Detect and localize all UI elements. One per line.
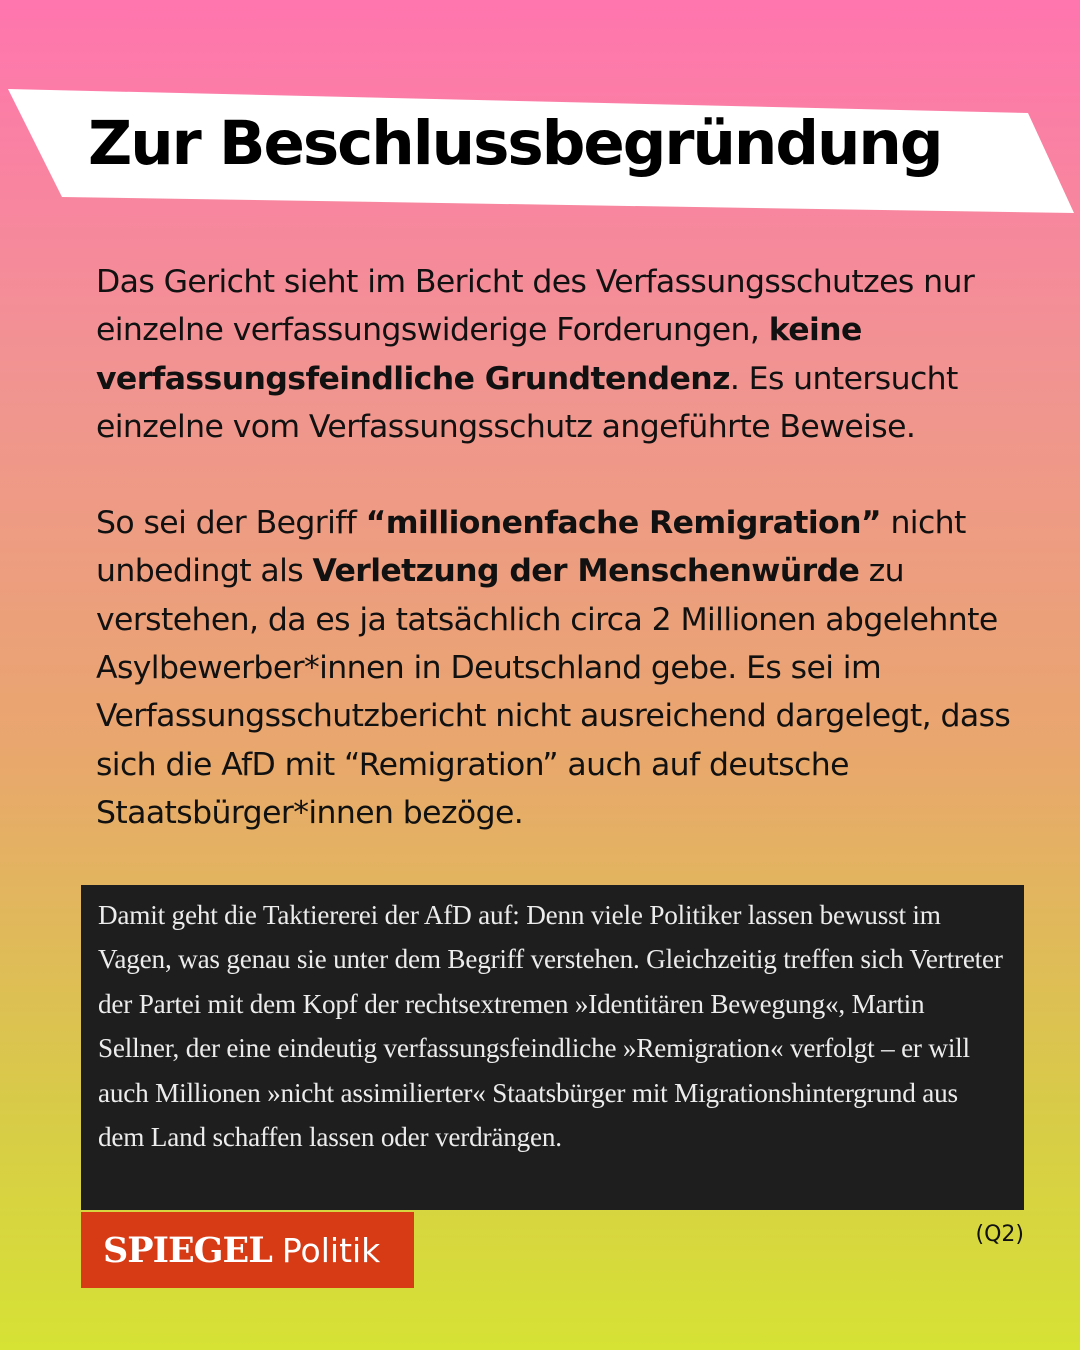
quote-box [81, 885, 1024, 1210]
p2-text-a: So sei der Begriff [96, 505, 366, 542]
spiegel-logo [81, 1212, 414, 1288]
p1-text-a: Das Gericht sieht im Bericht des Verfassungsschutzes nur einzelne verfassungswiderige Forderungen, [96, 264, 975, 349]
p2-text-c: zu verstehen, da es ja tatsächlich circa 2 Millionen abgelehnte Asylbewerber*innen in Deutschland gebe. Es sei im Verfassungsschutzbericht nicht ausreichend dargelegt, dass sich die AfD mit “Remigration” auch auf deutsche Staatsbürger*innen bezöge. [96, 553, 1011, 831]
p2-bold-2: Verletzung der Menschenwürde [312, 553, 860, 590]
main-text [96, 258, 1036, 885]
source-brand: SPIEGEL [103, 1229, 272, 1271]
p2-text-b: nicht unbedingt als [96, 505, 966, 590]
quote-text: Damit geht die Taktiererei der AfD auf: Denn viele Politiker lassen bewusst im Vagen, was genau sie unter dem Begriff verstehen. Gleichzeitig treffen sich Vertreter der Partei mit dem Kopf der rechtsextremen »Identitären Bewegung«, Martin Sellner, der eine eindeutig verfassungsfeindliche »Remigration« verfolgt – er will auch Millionen »nicht assimilierter« Staatsbürger mit Migrationshintergrund aus dem Land schaffen lassen oder verdrängen. [98, 900, 1003, 1153]
page-title: Zur Beschlussbegründung [88, 108, 942, 179]
source-tag: (Q2) [975, 1222, 1024, 1247]
paragraph-1 [96, 258, 1036, 451]
p2-bold-1: “millionenfache Remigration” [365, 505, 882, 542]
source-section: Politik [281, 1230, 381, 1270]
p1-text-b: . Es untersucht einzelne vom Verfassungsschutz angeführte Beweise. [96, 360, 958, 445]
paragraph-2 [96, 499, 1036, 837]
p1-bold: keine verfassungsfeindliche Grundtendenz [96, 312, 862, 397]
